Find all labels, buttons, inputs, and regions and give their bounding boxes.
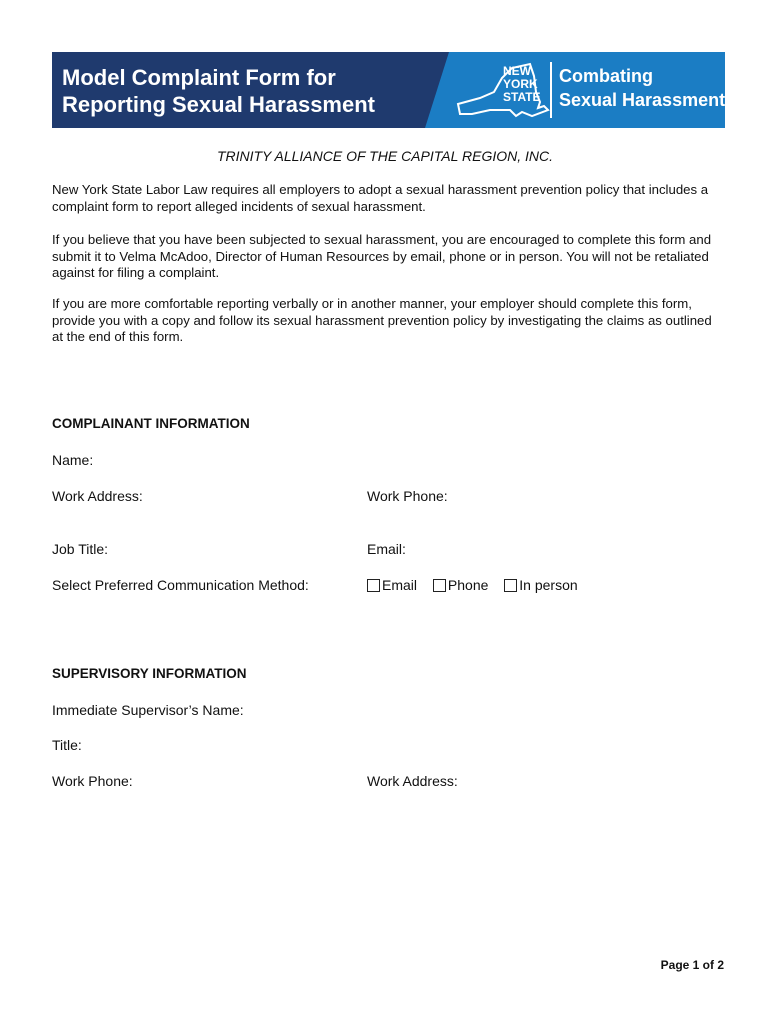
supervisory-section-title: SUPERVISORY INFORMATION bbox=[52, 666, 247, 681]
intro-paragraph-1: New York State Labor Law requires all employers to adopt a sexual harassment prevention policy that includes a complaint form to report alleged incidents of sexual harassment. bbox=[52, 182, 709, 214]
organization-name: TRINITY ALLIANCE OF THE CAPITAL REGION, INC. bbox=[216, 148, 554, 164]
header-banner bbox=[52, 52, 725, 128]
page-number: Page 1 of 2 bbox=[660, 958, 724, 972]
form-title-line1: Model Complaint Form for bbox=[62, 65, 336, 90]
banner-divider bbox=[550, 62, 552, 118]
phone-option-label: Phone bbox=[447, 577, 489, 593]
supervisor-work-phone-label: Work Phone: bbox=[52, 773, 133, 789]
option-phone[interactable] bbox=[433, 577, 488, 593]
work-address-label: Work Address: bbox=[52, 488, 143, 504]
job-title-label: Job Title: bbox=[52, 541, 109, 557]
email-option-label: Email bbox=[382, 577, 418, 593]
name-label: Name: bbox=[52, 452, 94, 468]
supervisor-title-label: Title: bbox=[52, 737, 82, 753]
work-phone-label: Work Phone: bbox=[367, 488, 448, 504]
in-person-option-label: In person bbox=[519, 577, 578, 593]
in-person-checkbox[interactable] bbox=[504, 579, 517, 592]
form-title bbox=[62, 64, 442, 118]
preferred-method-label: Select Preferred Communication Method: bbox=[52, 577, 309, 593]
phone-checkbox[interactable] bbox=[433, 579, 446, 592]
logo-line-new: NEW bbox=[503, 64, 531, 78]
supervisor-name-label: Immediate Supervisor’s Name: bbox=[52, 702, 244, 718]
campaign-line2: Sexual Harassment bbox=[559, 90, 725, 110]
communication-method-options bbox=[367, 577, 590, 595]
logo-line-york: YORK bbox=[503, 77, 538, 91]
email-checkbox[interactable] bbox=[367, 579, 380, 592]
option-in-person[interactable] bbox=[504, 577, 577, 593]
complainant-section-title: COMPLAINANT INFORMATION bbox=[52, 416, 250, 431]
supervisor-work-address-label: Work Address: bbox=[367, 773, 458, 789]
campaign-line1: Combating bbox=[559, 66, 653, 86]
option-email[interactable] bbox=[367, 577, 417, 593]
logo-line-state: STATE bbox=[503, 90, 541, 104]
intro-paragraph-2: If you believe that you have been subjected to sexual harassment, you are encouraged to complete this form and submit it to Velma McAdoo, Director of Human Resources by email, phone or in person. You will not be retaliated against for filing a complaint. bbox=[52, 232, 712, 280]
intro-paragraph-3: If you are more comfortable reporting verbally or in another manner, your employer should complete this form, provide you with a copy and follow its sexual harassment prevention policy by investigating the claims as outlined at the end of this form. bbox=[52, 296, 712, 344]
new-york-state-logo bbox=[503, 65, 541, 104]
email-label: Email: bbox=[367, 541, 406, 557]
campaign-logo bbox=[559, 64, 725, 112]
form-title-line2: Reporting Sexual Harassment bbox=[62, 92, 375, 117]
